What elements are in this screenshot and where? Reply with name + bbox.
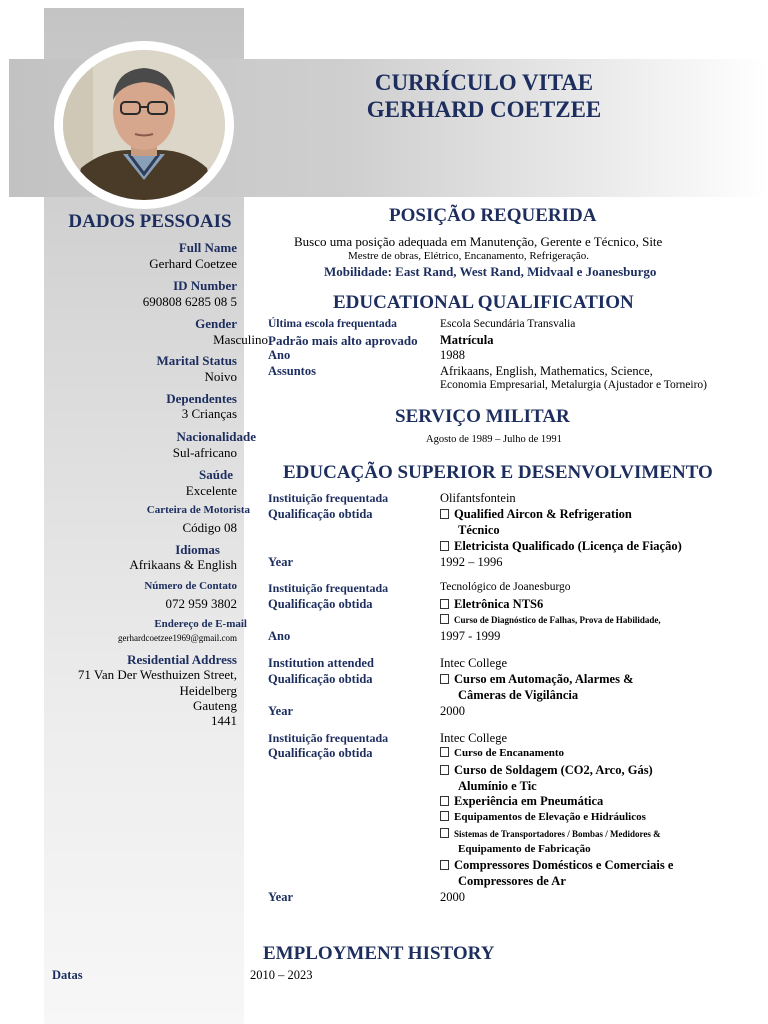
checkbox-icon [440, 747, 449, 757]
year-value: 2000 [440, 890, 465, 904]
checkbox-icon [440, 860, 449, 870]
institution-label: Instituição frequentada [268, 581, 389, 595]
personal-value: Afrikaans & English [129, 557, 237, 572]
personal-value: Sul-africano [172, 445, 237, 460]
year-label: Year [268, 890, 293, 904]
qualification-item: Sistemas de Transportadores / Bombas / Medidores & [440, 828, 661, 839]
personal-label: Carteira de Motorista [146, 504, 250, 516]
education-heading: EDUCATIONAL QUALIFICATION [333, 292, 634, 313]
personal-value: Masculino [213, 332, 268, 347]
cv-title-line1: CURRÍCULO VITAE [374, 70, 594, 95]
qualification-item: Experiência em Pneumática [440, 794, 603, 809]
institution-label: Instituição frequentada [268, 731, 389, 745]
qualification-item: Equipamento de Fabricação [458, 843, 591, 855]
checkbox-icon [440, 541, 449, 551]
checkbox-icon [440, 765, 449, 775]
institution-value: Intec College [440, 656, 507, 670]
position-heading: POSIÇÃO REQUERIDA [389, 205, 597, 226]
year-label: Year [268, 704, 293, 718]
personal-value: Noivo [204, 369, 237, 384]
qualification-item: Curso de Soldagem (CO2, Arco, Gás) [440, 763, 653, 778]
personal-value: Gerhard Coetzee [149, 256, 237, 271]
qualification-label: Qualificação obtida [268, 597, 373, 611]
year-label: Year [268, 555, 293, 569]
qualification-label: Qualificação obtida [268, 672, 373, 686]
address-line: 1441 [211, 713, 237, 728]
personal-value: 3 Crianças [181, 406, 237, 421]
personal-label: Gender [195, 316, 237, 331]
year-label: Ano [268, 629, 291, 643]
checkbox-icon [440, 599, 449, 609]
employment-heading: EMPLOYMENT HISTORY [263, 943, 495, 964]
education-value: Escola Secundária Transvalia [440, 318, 576, 330]
institution-label: Institution attended [268, 656, 374, 670]
institution-label: Instituição frequentada [268, 491, 389, 505]
address-line: Heidelberg [179, 683, 237, 698]
qualification-item: Compressores Domésticos e Comerciais e [440, 858, 673, 873]
military-period: Agosto de 1989 – Julho de 1991 [426, 434, 562, 445]
year-value: 2000 [440, 704, 465, 718]
address-line: 71 Van Der Westhuizen Street, [77, 667, 237, 682]
personal-value: Excelente [185, 483, 237, 498]
education-label: Ano [268, 348, 291, 362]
qualification-item: Qualified Aircon & Refrigeration [440, 507, 632, 522]
qualification-label: Qualificação obtida [268, 746, 373, 760]
qualification-item: Equipamentos de Elevação e Hidráulicos [440, 811, 646, 823]
institution-value: Tecnológico de Joanesburgo [440, 581, 571, 593]
qualification-item: Alumínio e Tic [458, 779, 537, 793]
position-line: Busco uma posição adequada em Manutenção, Gerente e Técnico, Site [294, 234, 663, 249]
military-heading: SERVIÇO MILITAR [395, 406, 570, 427]
personal-label: Número de Contato [144, 580, 237, 592]
personal-label: ID Number [173, 278, 237, 293]
qualification-item: Eletricista Qualificado (Licença de Fiação) [440, 539, 682, 554]
personal-label: Full Name [178, 240, 237, 255]
profile-photo [54, 41, 234, 209]
institution-value: Intec College [440, 731, 507, 745]
education-value: Matrícula [440, 333, 494, 347]
checkbox-icon [440, 674, 449, 684]
qualification-item: Compressores de Ar [458, 874, 566, 888]
institution-value: Olifantsfontein [440, 491, 516, 505]
qualification-item: Curso de Encanamento [440, 747, 564, 759]
checkbox-icon [440, 509, 449, 519]
address-line: Gauteng [192, 698, 237, 713]
qualification-item: Técnico [458, 523, 500, 537]
profile-photo-image [63, 50, 225, 200]
mobility-line: Mobilidade: East Rand, West Rand, Midvaal e Joanesburgo [324, 264, 657, 279]
cv-title-name: GERHARD COETZEE [366, 97, 602, 122]
qualification-item: Eletrônica NTS6 [440, 597, 543, 612]
year-value: 1997 - 1999 [440, 629, 501, 643]
checkbox-icon [440, 796, 449, 806]
qualification-label: Qualificação obtida [268, 507, 373, 521]
personal-heading: DADOS PESSOAIS [68, 211, 232, 232]
personal-label: Nacionalidade [176, 429, 256, 444]
education-label: Padrão mais alto aprovado [268, 333, 418, 348]
education-value: Afrikaans, English, Mathematics, Science, [440, 364, 653, 378]
personal-label: Dependentes [166, 391, 237, 406]
education-label: Última escola frequentada [268, 318, 397, 330]
personal-label: Idiomas [175, 542, 220, 557]
personal-value: 072 959 3802 [165, 596, 237, 611]
checkbox-icon [440, 828, 449, 838]
cv-title [330, 69, 638, 123]
personal-value: Código 08 [182, 520, 237, 535]
checkbox-icon [440, 811, 449, 821]
position-line: Mestre de obras, Elétrico, Encanamento, Refrigeração. [348, 250, 589, 262]
higher-education-heading: EDUCAÇÃO SUPERIOR E DESENVOLVIMENTO [283, 462, 713, 483]
personal-label: Saúde [199, 467, 233, 482]
email-value: gerhardcoetzee1969@gmail.com [118, 633, 237, 643]
dates-value: 2010 – 2023 [250, 968, 313, 982]
personal-label: Marital Status [156, 353, 237, 368]
personal-label: Residential Address [127, 652, 237, 667]
qualification-item: Câmeras de Vigilância [458, 688, 579, 702]
education-label: Assuntos [268, 364, 316, 378]
education-value: Economia Empresarial, Metalurgia (Ajustador e Torneiro) [440, 379, 708, 391]
dates-label: Datas [52, 968, 83, 982]
personal-label: Endereço de E-mail [154, 618, 247, 630]
personal-value: 690808 6285 08 5 [142, 294, 237, 309]
year-value: 1992 – 1996 [440, 555, 503, 569]
checkbox-icon [440, 614, 449, 624]
education-value: 1988 [440, 348, 465, 362]
qualification-item: Curso em Automação, Alarmes & [440, 672, 634, 687]
qualification-item: Curso de Diagnóstico de Falhas, Prova de Habilidade, [440, 614, 661, 625]
